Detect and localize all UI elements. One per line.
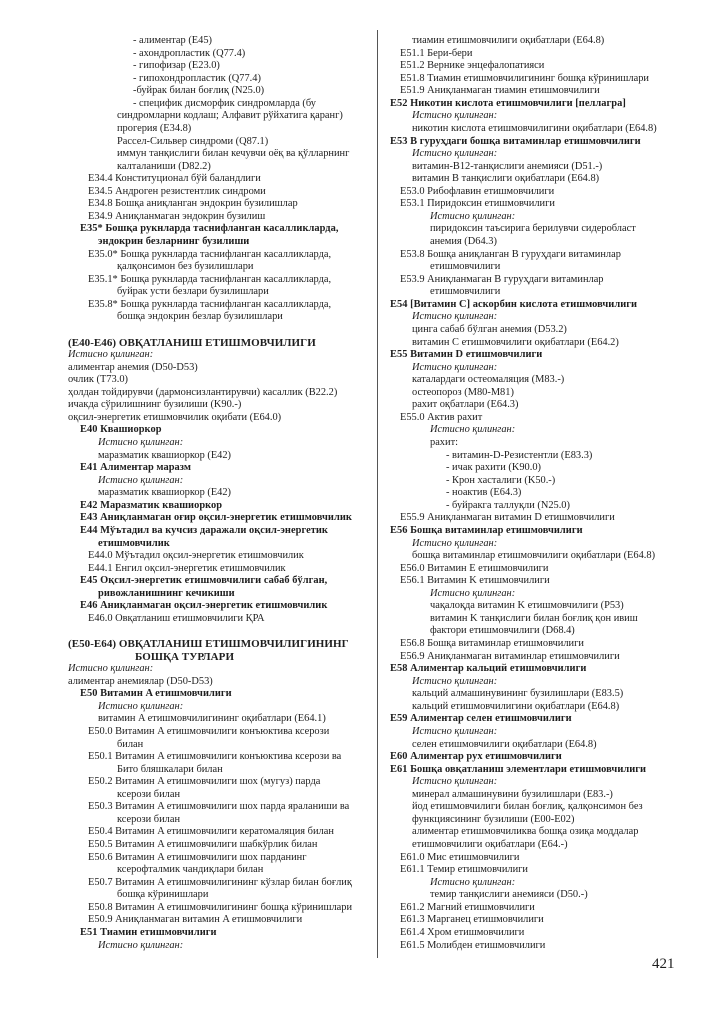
entry-line: E35.1* Бошқа рукнларда таснифланган касалликларда, <box>88 273 332 285</box>
category-heading: E52 Никотин кислота етишмовчилиги [пеллагра] <box>390 97 626 109</box>
exclusion-label: Истисно қилинган: <box>412 361 498 373</box>
category-heading: E51 Тиамин етишмовчилиги <box>80 926 217 938</box>
entry-line: E50.6 Витамин A етишмовчилиги шох парданинг <box>88 851 307 863</box>
section-heading: БОШҚА ТУРЛАРИ <box>135 650 235 663</box>
entry-line: E44.1 Енгил оқсил-энергетик етишмовчилик <box>88 562 286 574</box>
category-heading: E59 Алиментар селен етишмовчилиги <box>390 713 572 725</box>
entry-line: ксерози билан <box>117 788 180 800</box>
exclusion-label: Истисно қилинган: <box>430 424 516 436</box>
category-heading: E53 В гуруҳдаги бошқа витаминлар етишмовчилиги <box>390 135 641 147</box>
category-heading: E46 Аниқланмаган оқсил-энергетик етишмовчилик <box>80 600 328 612</box>
entry-line: E51.9 Аниқланмаган тиамин етишмовчилиги <box>400 85 600 97</box>
category-heading: E35* Бошқа рукнларда таснифланган касалликларда, <box>80 223 339 235</box>
entry-line: E50.3 Витамин A етишмовчилиги шох парда яраланиши ва <box>88 801 350 813</box>
entry-line: E55.0 Актив рахит <box>400 411 483 423</box>
entry-line: рахит оқбатлари (E64.3) <box>412 399 519 411</box>
entry-line: - ичак рахити (K90.0) <box>446 462 541 474</box>
entry-line: - ноактив (E64.3) <box>446 487 522 499</box>
category-heading: E54 [Витамин C] аскорбин кислота етишмовчилиги <box>390 298 638 310</box>
entry-line: E51.1 Бери-бери <box>400 47 473 59</box>
category-heading: E50 Витамин A етишмовчилиги <box>80 688 232 700</box>
entry-line: E53.8 Бошқа аниқланган В гуруҳдаги витаминлар <box>400 248 621 260</box>
entry-line: Рассел-Сильвер синдроми (Q87.1) <box>117 135 269 147</box>
exclusion-label: Истисно қилинган: <box>412 725 498 737</box>
entry-line: E34.4 Конституционал бўй баландлиги <box>88 173 261 185</box>
exclusion-label: Истисно қилинган: <box>430 876 516 888</box>
entry-line: билан <box>117 738 144 750</box>
entry-line: E34.5 Андроген резистентлик синдроми <box>88 185 266 197</box>
entry-line: E34.9 Аниқланмаган эндокрин бузилиш <box>88 210 266 222</box>
entry-line: E44.0 Мўътадил оқсил-энергетик етишмовчилик <box>88 550 304 562</box>
entry-line: тиамин етишмовчилиги оқибатлари (E64.8) <box>412 35 605 46</box>
entry-line: E55.9 Аниқланмаган витамин D етишмовчилиги <box>400 512 615 524</box>
entry-line: - Крон хасталиги (K50.-) <box>446 474 556 486</box>
entry-line: E53.9 Аниқланмаган В гуруҳдаги витаминлар <box>400 273 604 285</box>
category-heading: E60 Алиментар рух етишмовчилиги <box>390 751 562 763</box>
entry-line: - буйракга таллуқли (N25.0) <box>446 499 570 511</box>
entry-line: -буйрак билан боғлиқ (N25.0) <box>133 85 265 97</box>
entry-line: рахит: <box>430 437 458 448</box>
exclusion-label: Истисно қилинган: <box>68 349 154 361</box>
entry-line: E53.1 Пиридоксин етишмовчилиги <box>400 198 555 210</box>
entry-line: оқсил-энергетик етишмовчилик оқибати (E64.0) <box>68 411 282 423</box>
entry-line: цинга сабаб бўлган анемия (D53.2) <box>412 323 567 335</box>
category-heading: E41 Алиментар маразм <box>80 462 191 474</box>
entry-line: ҳолдан тойдирувчи (дармонсизлантирувчи) касаллик (B22.2) <box>68 386 338 398</box>
category-heading: E44 Мўътадил ва кучсиз даражали оқсил-энергетик <box>80 524 328 536</box>
entry-line: E50.5 Витамин A етишмовчилиги шабкўрлик билан <box>88 839 318 850</box>
category-heading: E61 Бошқа овқатланиш элементлари етишмовчилиги <box>390 763 647 775</box>
entry-line: витамин A етишмовчилигининг оқибатлари (E64.1) <box>98 713 326 725</box>
category-heading: E56 Бошқа витаминлар етишмовчилиги <box>390 524 583 536</box>
entry-line: - витамин-D-Резистентли (E83.3) <box>446 449 593 461</box>
exclusion-label: Истисно қилинган: <box>412 148 498 160</box>
entry-line: қалқонсимон без бузилишлари <box>117 261 254 273</box>
exclusion-label: Истисно қилинган: <box>98 474 184 486</box>
category-heading: E40 Квашиоркор <box>80 424 162 436</box>
entry-line: E50.9 Аниқланмаган витамин A етишмовчилиги <box>88 914 303 926</box>
entry-line: E56.8 Бошқа витаминлар етишмовчилиги <box>400 638 584 649</box>
entry-line: бошқа эндокрин безлар бузилишлари <box>117 311 283 323</box>
category-heading: E55 Витамин D етишмовчилиги <box>390 349 543 361</box>
entry-line: буйрак усти безлари бузилишлари <box>117 286 269 298</box>
entry-line: никотин кислота етишмовчилигини оқибатлари (E64.8) <box>412 122 657 134</box>
entry-line: E53.0 Рибофлавин етишмовчилиги <box>400 185 555 197</box>
entry-line: E50.8 Витамин A етишмовчилигининг бошқа кўринишлари <box>88 901 353 913</box>
entry-line: очлик (T73.0) <box>68 374 128 386</box>
entry-line: витамин K танқислиги билан боғлиқ қон ивиш <box>430 612 638 624</box>
entry-line: чақалоқда витамин K етишмовчилиги (P53) <box>430 600 624 612</box>
exclusion-label: Истисно қилинган: <box>98 437 184 448</box>
entry-line: E61.0 Мис етишмовчилиги <box>400 851 520 863</box>
entry-line: E51.2 Верникe энцефалопатияси <box>400 60 545 72</box>
entry-line: E50.4 Витамин A етишмовчилиги кератомаляция билан <box>88 826 334 838</box>
entry-line: кальций етишмовчилигини оқибатлари (E64.8) <box>412 700 620 712</box>
entry-line: E61.5 Молибден етишмовчилиги <box>400 939 546 951</box>
exclusion-label: Истисно қилинган: <box>412 776 498 788</box>
category-heading: E45 Оқсил-энергетик етишмовчилиги сабаб бўлган, <box>80 575 328 587</box>
entry-line: витамин C етишмовчилиги оқибатлари (E64.2) <box>412 336 619 348</box>
entry-line: функциясининг бузилиши (E00-E02) <box>412 813 575 825</box>
right-column <box>390 35 680 952</box>
column-divider <box>377 30 378 958</box>
section-heading: (E40-E46) ОВҚАТЛАНИШ ЕТИШМОВЧИЛИГИ <box>68 336 316 349</box>
left-column <box>68 35 376 952</box>
entry-line: E61.2 Магний етишмовчилиги <box>400 901 535 913</box>
entry-line: бошқа витаминлар етишмовчилиги оқибатлари (E64.8) <box>412 550 656 562</box>
category-heading: E43 Аниқланмаган оғир оқсил-энергетик етишмовчилик <box>80 512 352 524</box>
entry-line: - алиментар (E45) <box>133 35 212 46</box>
entry-line: етишмовчилиги <box>430 286 501 298</box>
exclusion-label: Истисно қилинган: <box>412 110 498 122</box>
entry-line: темир танқислиги анемияси (D50.-) <box>430 889 588 901</box>
exclusion-label: Истисно қилинган: <box>68 663 154 675</box>
entry-line: E51.8 Тиамин етишмовчилигининг бошқа кўринишлари <box>400 72 649 84</box>
entry-line: E50.0 Витамин A етишмовчилиги конъюктива ксерози <box>88 725 330 737</box>
category-heading: етишмовчилик <box>98 537 170 549</box>
entry-line: ксерофталмик чандиқлари билан <box>117 864 264 876</box>
entry-line: маразматик квашиоркор (E42) <box>98 449 232 461</box>
page-number: 421 <box>652 956 675 972</box>
exclusion-label: Истисно қилинган: <box>98 939 184 951</box>
entry-line: каталардаги остеомаляция (M83.-) <box>412 374 565 386</box>
exclusion-label: Истисно қилинган: <box>430 210 516 222</box>
entry-line: E61.4 Хром етишмовчилиги <box>400 926 525 938</box>
entry-line: фактори етишмовчилиги (D68.4) <box>430 625 575 637</box>
entry-line: E35.8* Бошқа рукнларда таснифланган касалликларда, <box>88 298 332 310</box>
entry-line: E56.1 Витамин K етишмовчилиги <box>400 575 550 587</box>
entry-line: E50.7 Витамин A етишмовчилигининг кўзлар билан боғлиқ <box>88 876 352 888</box>
entry-line: E34.8 Бошқа аниқланган эндокрин бузилишлар <box>88 198 298 210</box>
entry-line: маразматик квашиоркор (E42) <box>98 487 232 499</box>
entry-line: синдромларни кодлаш; Алфавит рўйхатига қаранг) <box>117 110 343 122</box>
entry-line: минерал алмашинувини бузилишлари (E83.-) <box>412 788 613 800</box>
entry-line <box>68 324 376 337</box>
entry-line <box>68 625 376 638</box>
entry-line: витамин-B12-танқислиги анемияси (D51.-) <box>412 160 603 172</box>
entry-line: пиридоксин таъсирига берилувчи сидеробласт <box>430 223 636 235</box>
entry-line: E35.0* Бошқа рукнларда таснифланган касалликларда, <box>88 248 332 260</box>
category-heading: эндокрин безларнинг бузилиши <box>98 236 250 247</box>
entry-line: остеопороз (M80-M81) <box>412 386 514 398</box>
entry-line: ичакда сўрилишнинг бузилиши (K90.-) <box>68 399 242 411</box>
entry-line: йод етишмовчилиги билан боғлиқ, қалқонсимон без <box>412 801 643 813</box>
category-heading: E58 Алиментар кальций етишмовчилиги <box>390 663 587 675</box>
entry-line: - специфик дисморфик синдромларда (бу <box>133 97 316 109</box>
entry-line: етишмовчилиги <box>430 261 501 273</box>
entry-line: калталаниши (D82.2) <box>117 160 211 172</box>
exclusion-label: Истисно қилинган: <box>430 587 516 599</box>
entry-line: E50.2 Витамин A етишмовчилиги шох (мугуз) парда <box>88 776 321 788</box>
entry-line: E56.9 Аниқланмаган витаминлар етишмовчилиги <box>400 650 620 662</box>
entry-line: - гипохондропластик (Q77.4) <box>133 72 261 84</box>
exclusion-label: Истисно қилинган: <box>412 675 498 687</box>
entry-line: алиментар анемиялар (D50-D53) <box>68 675 213 687</box>
entry-line: анемия (D64.3) <box>430 236 497 247</box>
exclusion-label: Истисно қилинган: <box>98 700 184 712</box>
category-heading: E42 Маразматик квашиоркор <box>80 499 223 511</box>
entry-line: алиментар анемия (D50-D53) <box>68 361 198 373</box>
entry-line: E50.1 Витамин A етишмовчилиги конъюктива ксерози ва <box>88 751 342 763</box>
entry-line: бошқа кўринишлари <box>117 889 209 901</box>
entry-line: витамин B танқислиги оқибатлари (E64.8) <box>412 173 600 185</box>
entry-line: селен етишмовчилиги оқибатлари (E64.8) <box>412 738 597 750</box>
entry-line: кальций алмашинувининг бузилишлари (E83.5) <box>412 688 624 700</box>
entry-line: Бито бляшкалари билан <box>117 763 223 775</box>
entry-line: E61.1 Темир етишмовчилиги <box>400 864 528 876</box>
entry-line: алиментар етишмовчиликва бошқа озиқа моддалар <box>412 826 639 838</box>
entry-line: E56.0 Витамин E етишмовчилиги <box>400 562 549 574</box>
entry-line: E61.3 Марганец етишмовчилиги <box>400 914 544 926</box>
section-heading: (E50-E64) ОВҚАТЛАНИШ ЕТИШМОВЧИЛИГИНИНГ <box>68 638 349 650</box>
entry-line: ксерози билан <box>117 813 180 825</box>
exclusion-label: Истисно қилинган: <box>412 311 498 323</box>
category-heading: ривожланишнинг кечикиши <box>98 587 235 599</box>
entry-line: етишмовчилиги оқибатлари (E64.-) <box>412 839 568 850</box>
exclusion-label: Истисно қилинган: <box>412 537 498 549</box>
entry-line: иммун танқислиги билан кечувчи оёқ ва қўлларнинг <box>117 148 350 160</box>
entry-line: прогерия (E34.8) <box>117 122 192 134</box>
entry-line: E46.0 Овқатланиш етишмовчилиги ҚРА <box>88 612 265 624</box>
entry-line: - гипофизар (E23.0) <box>133 60 220 72</box>
entry-line: - ахондропластик (Q77.4) <box>133 47 246 59</box>
